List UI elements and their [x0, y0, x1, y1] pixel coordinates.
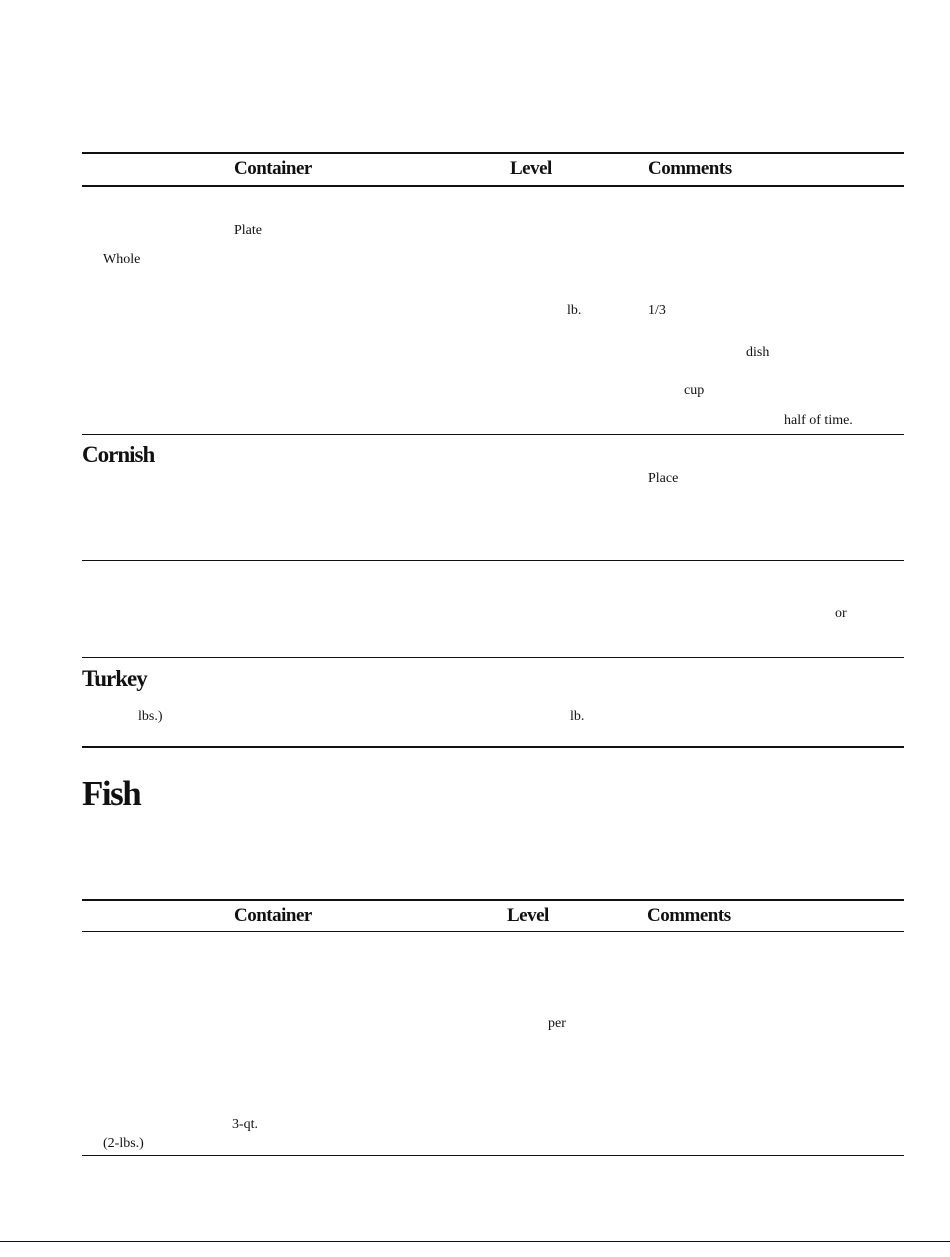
fish-cell-two-lbs: (2-lbs.) [103, 1136, 144, 1151]
fish-header-bottom-rule [82, 931, 904, 932]
fish-header-comments: Comments [647, 905, 731, 926]
row-head-turkey: Turkey [82, 666, 147, 691]
cell-one-third: 1/3 [648, 303, 666, 318]
cell-cup: cup [684, 383, 705, 398]
cell-or: or [835, 606, 847, 621]
cell-dish: dish [746, 345, 770, 360]
fish-cell-three-qt: 3-qt. [232, 1117, 259, 1132]
header-comments: Comments [648, 158, 732, 179]
fish-header-level: Level [507, 905, 549, 926]
table-top-rule [82, 152, 904, 154]
row-divider-3 [82, 657, 904, 658]
cell-whole: Whole [103, 252, 141, 267]
header-container: Container [234, 158, 312, 179]
page-bottom-rule [0, 1241, 950, 1242]
section-title-fish: Fish [82, 774, 141, 813]
row-divider-2 [82, 560, 904, 561]
fish-cell-per: per [548, 1016, 566, 1031]
row-head-cornish: Cornish [82, 442, 155, 467]
cell-plate: Plate [234, 223, 262, 238]
fish-table-top-rule [82, 899, 904, 901]
header-level: Level [510, 158, 552, 179]
cell-lb: lb. [567, 303, 582, 318]
header-bottom-rule [82, 185, 904, 187]
cell-lbs: lbs.) [138, 709, 163, 724]
cell-lb-turkey: lb. [570, 709, 585, 724]
fish-header-container: Container [234, 905, 312, 926]
fish-table-bottom-rule [82, 1155, 904, 1156]
cell-half-of-time: half of time. [784, 413, 853, 428]
row-divider-1 [82, 434, 904, 435]
cell-place: Place [648, 471, 679, 486]
table-bottom-rule [82, 746, 904, 748]
